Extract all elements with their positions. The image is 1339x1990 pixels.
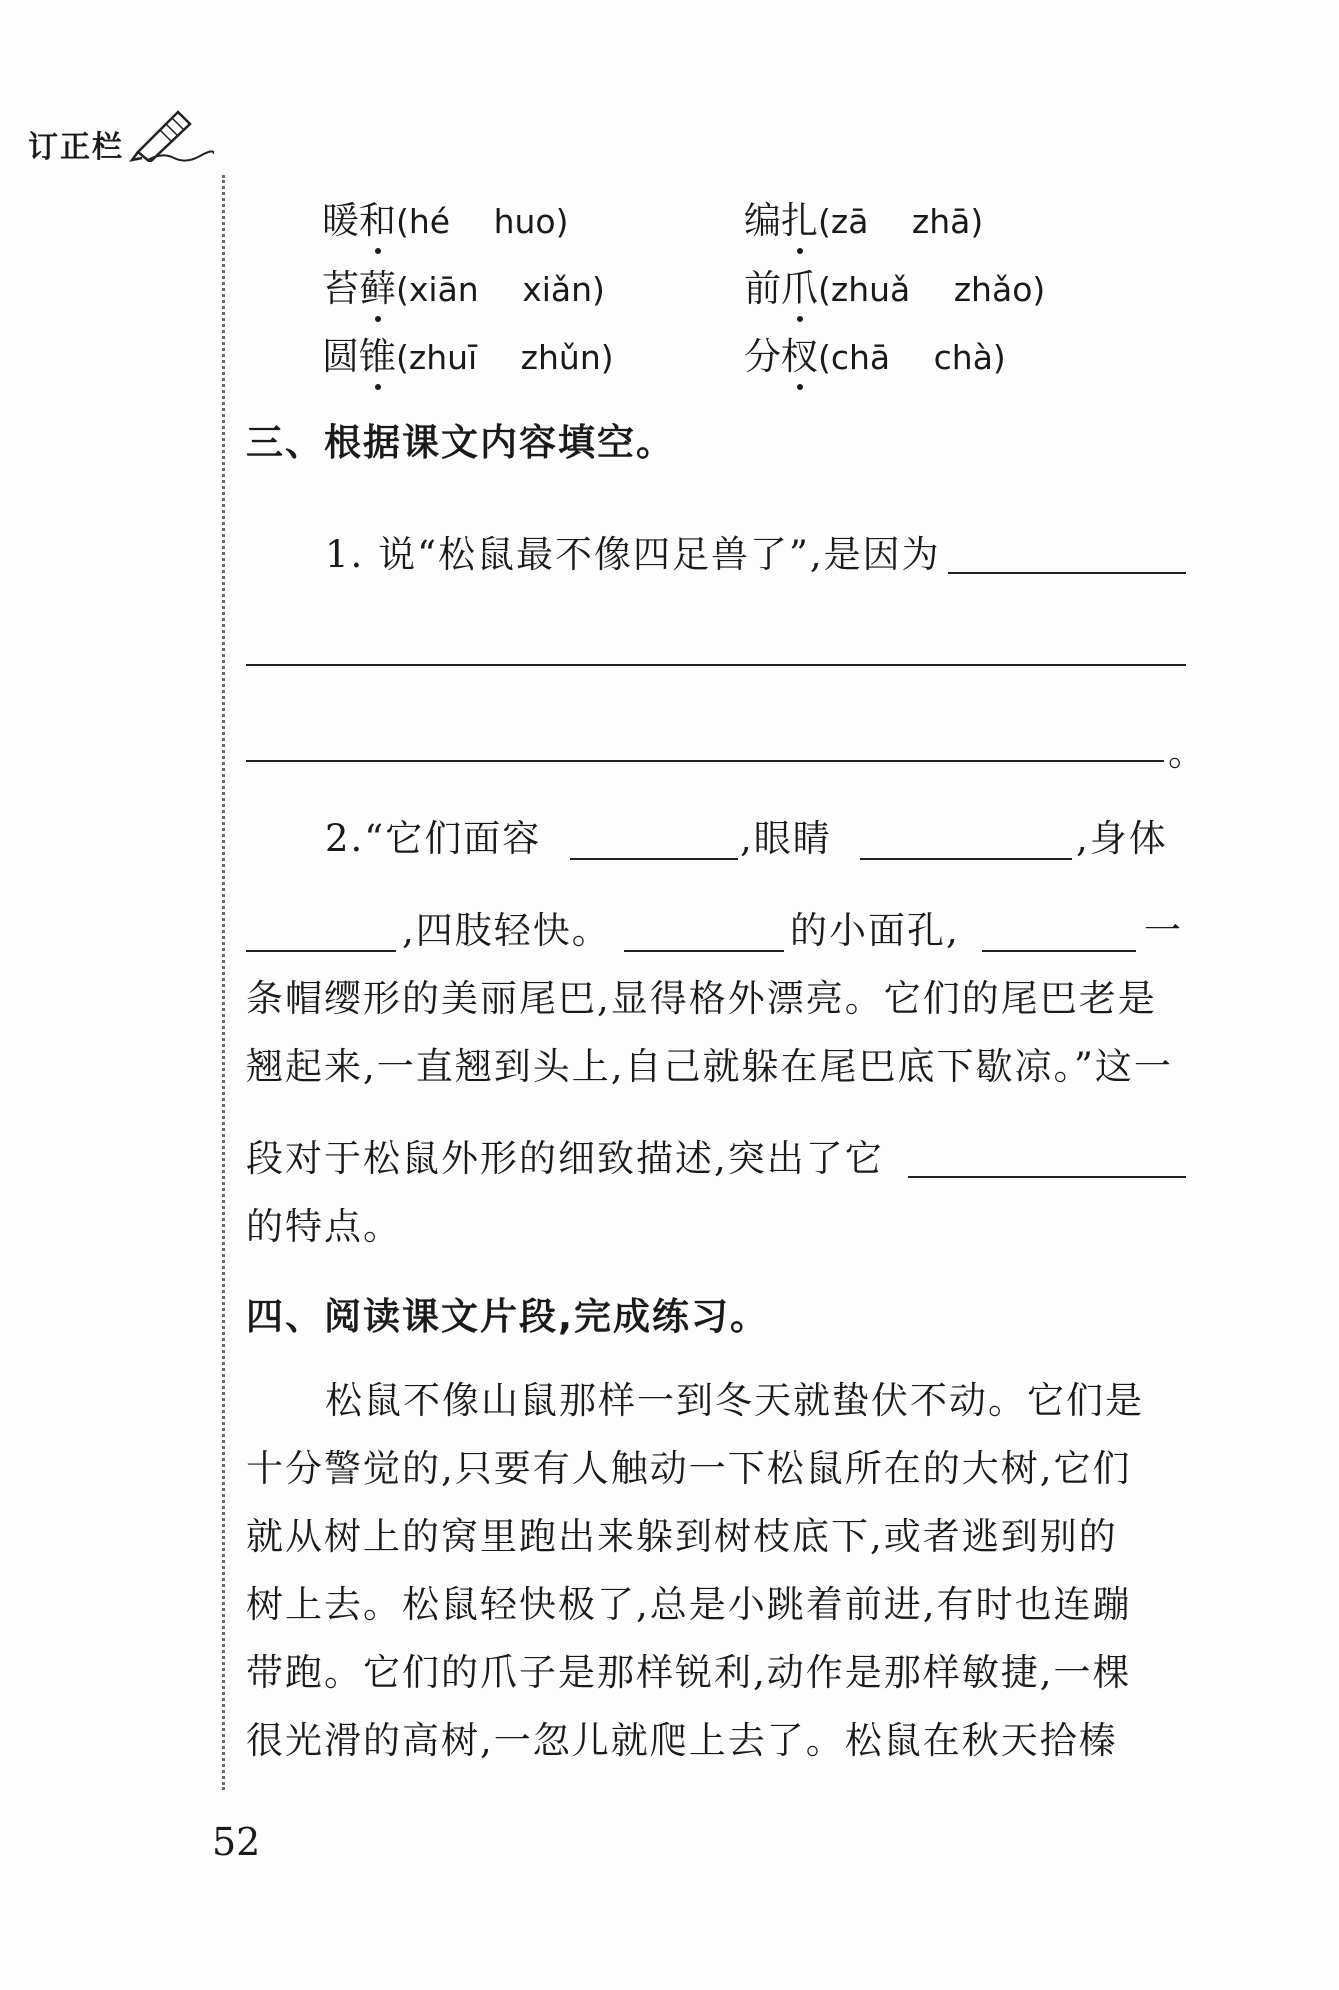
word-char: 前	[744, 267, 781, 310]
pinyin-options: (zhuī zhǔn)	[396, 338, 614, 377]
answer-blank-1b[interactable]	[246, 664, 1186, 666]
pinyin-options: (xiān xiǎn)	[396, 270, 605, 309]
pinyin-options: (chā chà)	[818, 338, 1006, 377]
pinyin-item	[322, 326, 614, 380]
answer-blank-1a[interactable]	[948, 572, 1186, 574]
question-2-part: 的特点。	[246, 1205, 402, 1248]
passage-line: 树上去。松鼠轻快极了,总是小跳着前进,有时也连蹦	[246, 1583, 1132, 1626]
word-char: 圆	[322, 335, 359, 378]
pinyin-item	[744, 326, 1006, 380]
question-2-part: 2.“它们面容	[325, 817, 542, 860]
dotted-char: 锥	[359, 326, 396, 380]
passage-line: 带跑。它们的爪子是那样锐利,动作是那样敏捷,一棵	[246, 1651, 1132, 1694]
question-2-part: 的小面孔,	[790, 909, 960, 952]
dotted-char: 杈	[781, 326, 818, 380]
question-2-part: 段对于松鼠外形的细致描述,突出了它	[246, 1137, 884, 1180]
answer-blank-2f[interactable]	[908, 1176, 1186, 1178]
answer-blank-1c[interactable]	[246, 760, 1164, 762]
page-number: 52	[212, 1820, 261, 1864]
dotted-char: 爪	[781, 258, 818, 312]
answer-blank-2e[interactable]	[982, 950, 1136, 952]
pinyin-item	[322, 258, 605, 312]
answer-blank-2c[interactable]	[246, 950, 396, 952]
dotted-char: 扎	[781, 190, 818, 244]
section-4-heading: 四、阅读课文片段,完成练习。	[246, 1295, 770, 1338]
pencil-icon	[128, 102, 214, 162]
question-2-part: 一	[1144, 909, 1183, 952]
pinyin-item	[744, 190, 983, 244]
passage-line: 十分警觉的,只要有人触动一下松鼠所在的大树,它们	[246, 1447, 1132, 1490]
question-2-part: 翘起来,一直翘到头上,自己就躲在尾巴底下歇凉。”这一	[246, 1045, 1173, 1088]
question-2-part: 条帽缨形的美丽尾巴,显得格外漂亮。它们的尾巴老是	[246, 977, 1157, 1020]
passage-line: 就从树上的窝里跑出来躲到树枝底下,或者逃到别的	[246, 1515, 1118, 1558]
question-2-part: ,四肢轻快。	[402, 909, 611, 952]
correction-column-label: 订正栏	[28, 130, 124, 165]
section-3-heading: 三、根据课文内容填空。	[246, 421, 675, 464]
word-char: 编	[744, 199, 781, 242]
question-2-part: ,眼睛	[740, 817, 832, 860]
dotted-char: 藓	[359, 258, 396, 312]
question-2-part: ,身体	[1076, 817, 1168, 860]
dotted-char: 和	[359, 190, 396, 244]
word-char: 暖	[322, 199, 359, 242]
question-1-text: 1. 说“松鼠最不像四足兽了”,是因为	[325, 533, 941, 576]
pinyin-options: (zhuǎ zhǎo)	[818, 270, 1046, 309]
word-char: 分	[744, 335, 781, 378]
pinyin-options: (zā zhā)	[818, 202, 984, 241]
answer-blank-2d[interactable]	[624, 950, 784, 952]
margin-dotted-line	[222, 175, 225, 1790]
pinyin-options: (hé huo)	[396, 202, 569, 241]
passage-line: 很光滑的高树,一忽儿就爬上去了。松鼠在秋天拾榛	[246, 1719, 1118, 1762]
question-1-period: 。	[1168, 731, 1207, 774]
pinyin-item	[322, 190, 568, 244]
pinyin-item	[744, 258, 1045, 312]
answer-blank-2a[interactable]	[570, 858, 738, 860]
passage-line: 松鼠不像山鼠那样一到冬天就蛰伏不动。它们是	[325, 1379, 1144, 1422]
answer-blank-2b[interactable]	[860, 858, 1072, 860]
word-char: 苔	[322, 267, 359, 310]
